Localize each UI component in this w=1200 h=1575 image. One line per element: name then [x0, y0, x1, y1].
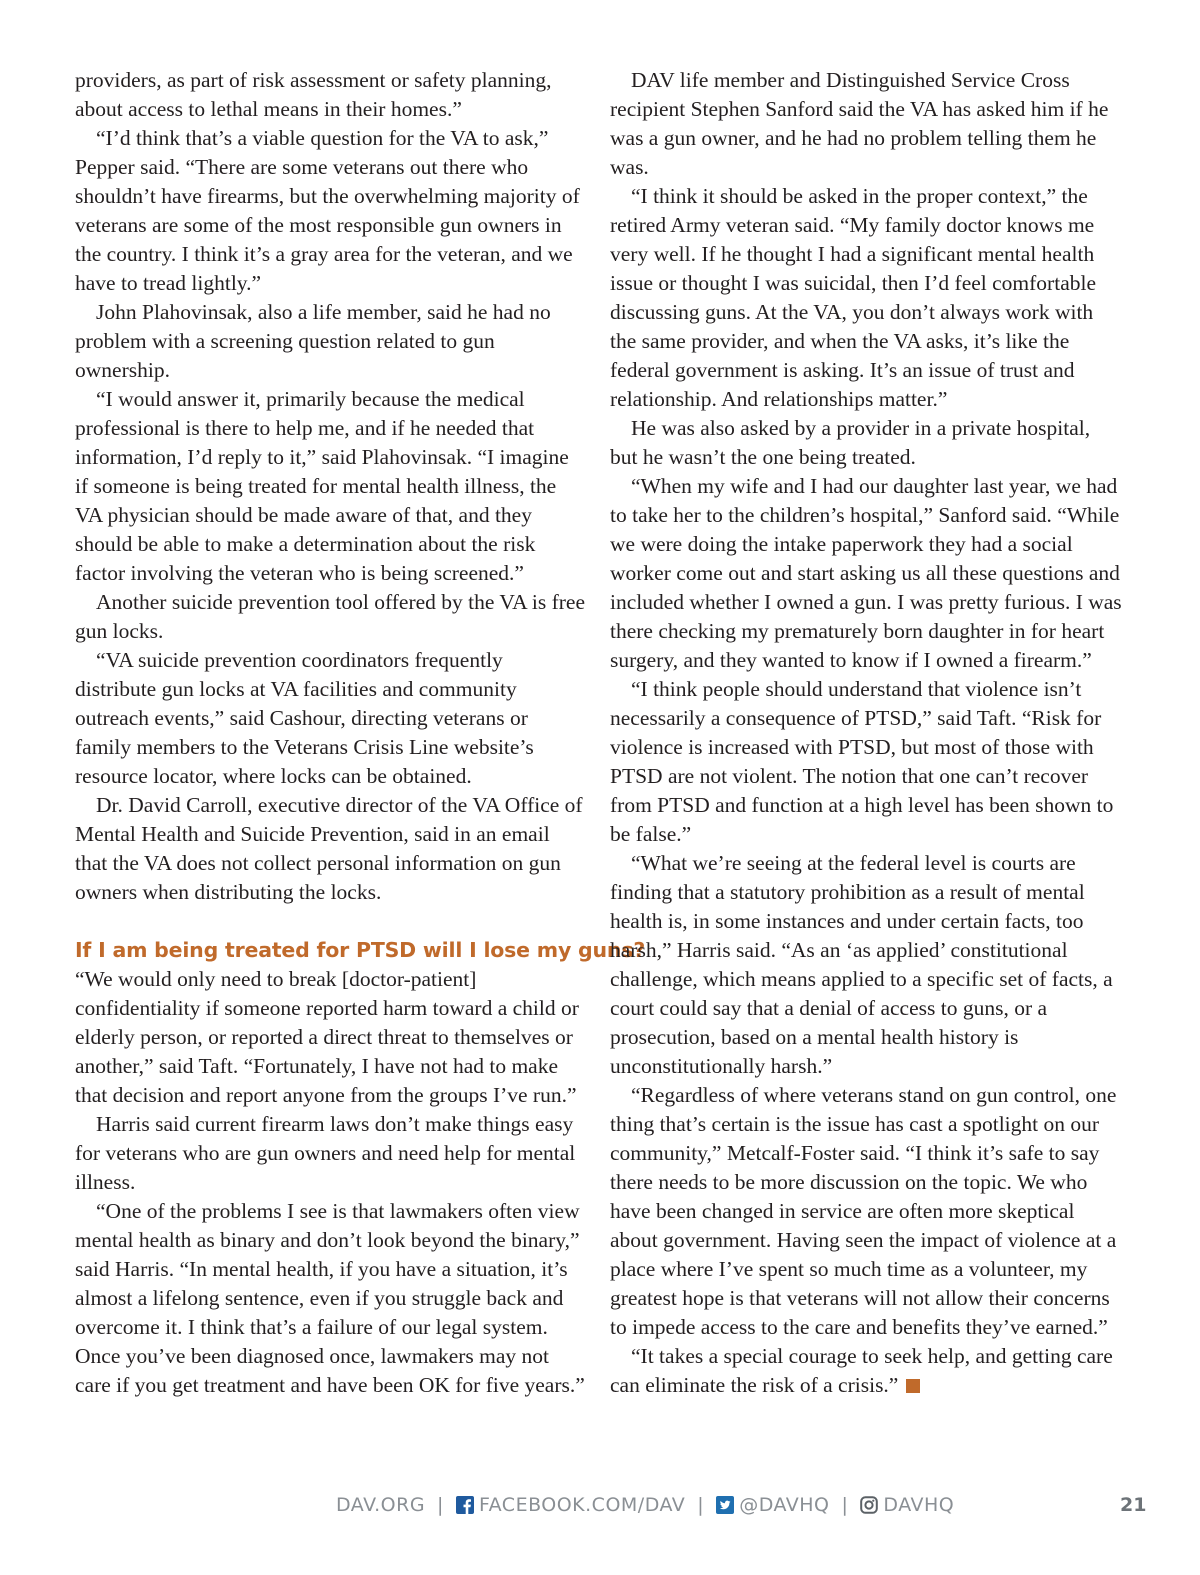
paragraph: Harris said current firearm laws don’t make things easy for veterans who are gun owners and need help for mental illness. [75, 1112, 576, 1194]
footer-twitter-link[interactable] [716, 1494, 829, 1516]
right-column [610, 66, 1122, 1400]
paragraph: “VA suicide prevention coordinators frequently distribute gun locks at VA facilities and community outreach events,” said Cashour, directing veterans or family members to the Veterans Crisis Line website’s resource locator, where locks can be obtained. [75, 648, 534, 788]
paragraph: “I would answer it, primarily because the medical professional is there to help me, and if he needed that information, I’d reply to it,” said Plahovinsak. “I imagine if someone is being treated for mental health illness, the VA physician should be made aware of that, and they should be able to make a determination about the risk factor involving the veteran who is being screened.” [75, 387, 569, 585]
paragraph: “Regardless of where veterans stand on gun control, one thing that’s certain is the issue has cast a spotlight on our community,” Metcalf-Foster said. “I think it’s safe to say there needs to be more discussion on the topic. We who have been changed in service are often more skeptical about government. Having seen the impact of violence at a place where I’ve spent so much time as a volunteer, my greatest hope is that veterans will not allow their concerns to impede access to the care and benefits they’ve earned.” [610, 1083, 1117, 1339]
paragraph: Dr. David Carroll, executive director of the VA Office of Mental Health and Suicide Prevention, said in an email that the VA does not collect personal information on gun owners when distributing the locks. [75, 793, 583, 904]
facebook-link-text: FACEBOOK.COM/DAV [478, 1494, 686, 1516]
paragraph: “I think it should be asked in the proper context,” the retired Army veteran said. “My family doctor knows me very well. If he thought I had a significant mental health issue or thought I was suicidal, then I’d feel comfortable discussing guns. At the VA, you don’t always work with the same provider, and when the VA asks, it’s like the federal government is asking. It’s an issue of trust and relationship. And relationships matter.” [610, 184, 1096, 411]
paragraph: “I’d think that’s a viable question for the VA to ask,” Pepper said. “There are some veterans out there who shouldn’t have firearms, but the overwhelming majority of veterans are some of the most responsible gun owners in the country. I think it’s a gray area for the veteran, and we have to tread lightly.” [75, 126, 580, 295]
footer-separator: | [697, 1494, 705, 1516]
footer-separator: | [841, 1494, 849, 1516]
page-footer [336, 1490, 954, 1520]
paragraph: “I think people should understand that violence isn’t necessarily a consequence of PTSD,” said Taft. “Risk for violence is increased with PTSD, but most of those with PTSD are not violent. The notion that one can’t recover from PTSD and function at a high level has been shown to be false.” [610, 677, 1114, 846]
footer-separator: | [437, 1494, 444, 1516]
paragraph: “One of the problems I see is that lawmakers often view mental health as binary and don’t look beyond the binary,” said Harris. “In mental health, if you have a situation, it’s almost a lifelong sentence, even if you struggle back and overcome it. I think that’s a failure of our legal system. Once you’ve been diagnosed once, lawmakers may not care if you get treatment and have been OK for five years.” [75, 1199, 585, 1397]
paragraph: “When my wife and I had our daughter last year, we had to take her to the children’s hospital,” Sanford said. “While we were doing the intake paperwork they had a social worker come out and start asking us all these questions and included whether I owned a gun. I was pretty furious. I was there checking my prematurely born daughter in for heart surgery, and they wanted to know if I owned a firearm.” [610, 474, 1122, 672]
page-number: 21 [1120, 1494, 1147, 1516]
paragraph: DAV life member and Distinguished Service Cross recipient Stephen Sanford said the VA has asked him if he was a gun owner, and he had no problem telling them he was. [610, 68, 1109, 179]
paragraph: “What we’re seeing at the federal level is courts are finding that a statutory prohibition as a result of mental health is, in some instances and under certain facts, too harsh,” Harris said. “As an ‘as applied’ constitutional challenge, which means applied to a specific set of facts, a court could say that a denial of access to guns, or a prosecution, based on a mental health history is unconstitutionally harsh.” [610, 851, 1113, 1078]
paragraph-text: “It takes a special courage to seek help, and getting care can eliminate the risk of a crisis.” [610, 1344, 1113, 1397]
paragraph: “We would only need to break [doctor-patient] confidentiality if someone reported harm toward a child or elderly person, or reported a direct threat to themselves or another,” said Taft. “Fortunately, I have not had to make that decision and report anyone from the groups I’ve run.” [75, 967, 579, 1107]
instagram-link-text: DAVHQ [883, 1494, 955, 1516]
footer-site-link[interactable]: DAV.ORG [336, 1494, 426, 1516]
paragraph: He was also asked by a provider in a private hospital, but he wasn’t the one being treated. [610, 416, 1091, 469]
twitter-icon [716, 1496, 734, 1514]
paragraph: providers, as part of risk assessment or safety planning, about access to lethal means in their homes.” [75, 68, 552, 121]
twitter-link-text: @DAVHQ [739, 1494, 830, 1516]
paragraph: John Plahovinsak, also a life member, said he had no problem with a screening question related to gun ownership. [75, 300, 551, 382]
facebook-icon [456, 1496, 474, 1514]
paragraph: Another suicide prevention tool offered by the VA is free gun locks. [75, 590, 586, 643]
end-mark-icon [906, 1379, 920, 1393]
section-subheading: If I am being treated for PTSD will I lose my guns? [75, 938, 646, 962]
footer-instagram-link[interactable] [860, 1494, 954, 1516]
instagram-icon [860, 1496, 878, 1514]
left-column [75, 66, 646, 1400]
final-paragraph [610, 1342, 1122, 1400]
footer-facebook-link[interactable] [456, 1494, 685, 1516]
